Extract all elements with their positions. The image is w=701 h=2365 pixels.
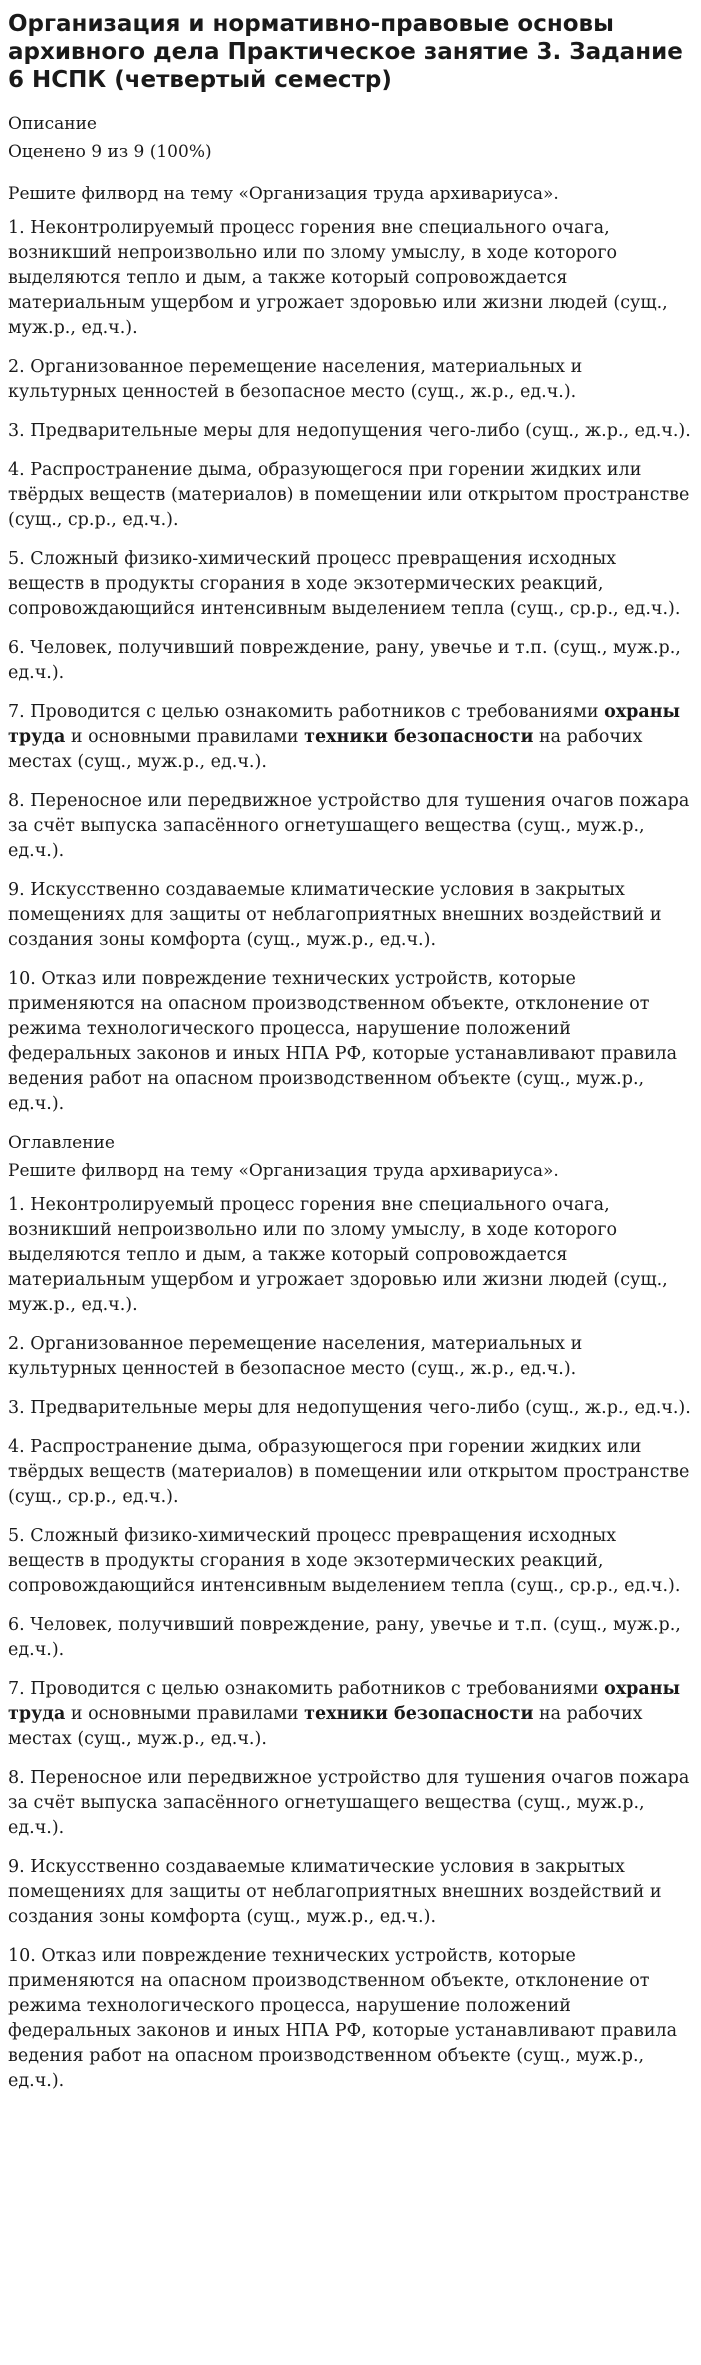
question-list [8, 216, 693, 1117]
question-item: 6. Человек, получивший повреждение, рану, увечье и т.п. (сущ., муж.р., ед.ч.). [8, 638, 681, 683]
bold-term: охраны труда [8, 1679, 681, 1724]
toc-question-item: 5. Сложный физико-химический процесс превращения исходных веществ в продукты сгорания в ходе экзотермических реакций, сопровождающийся интенсивным выделением тепла (сущ., ср.р., ед.ч.). [8, 1526, 681, 1596]
toc-question-item: 3. Предварительные меры для недопущения чего-либо (сущ., ж.р., ед.ч.). [8, 1398, 691, 1418]
toc-question-item: 8. Переносное или передвижное устройство для тушения очагов пожара за счёт выпуска запасённого огнетушащего вещества (сущ., муж.р., ед.ч.). [8, 1768, 690, 1838]
question-item: 8. Переносное или передвижное устройство для тушения очагов пожара за счёт выпуска запасённого огнетушащего вещества (сущ., муж.р., ед.ч.). [8, 791, 690, 861]
toc-question-item: 4. Распространение дыма, образующегося при горении жидких или твёрдых веществ (материалов) в помещении или открытом пространстве (сущ., ср.р., ед.ч.). [8, 1437, 690, 1507]
question-text: и основными правилами [65, 1704, 305, 1724]
question-item: 10. Отказ или повреждение технических устройств, которые применяются на опасном производственном объекте, отклонение от режима технологического процесса, нарушение положений федеральных законов и иных НПА РФ, которые устанавливают правила ведения работ на опасном производственном объекте (сущ., муж.р., ед.ч.). [8, 969, 678, 1114]
question-text: на рабочих местах (сущ., муж.р., ед.ч.). [8, 1704, 643, 1749]
question-text: 7. Проводится с целью ознакомить работников с требованиями [8, 1679, 605, 1699]
bold-term: техники безопасности [304, 1704, 534, 1724]
question-item: 9. Искусственно создаваемые климатические условия в закрытых помещениях для защиты от неблагоприятных внешних воздействий и создания зоны комфорта (сущ., муж.р., ед.ч.). [8, 880, 662, 950]
page-title: Организация и нормативно-правовые основы архивного дела Практическое занятие 3. Задание 6 НСПК (четвертый семестр) [8, 11, 683, 93]
toc-question-item: 9. Искусственно создаваемые климатические условия в закрытых помещениях для защиты от неблагоприятных внешних воздействий и создания зоны комфорта (сущ., муж.р., ед.ч.). [8, 1857, 662, 1927]
question-item: 3. Предварительные меры для недопущения чего-либо (сущ., ж.р., ед.ч.). [8, 421, 691, 441]
toc-question-item: 1. Неконтролируемый процесс горения вне специального очага, возникший непроизвольно или по злому умыслу, в ходе которого выделяются тепло и дым, а также который сопровождается материальным ущербом и угрожает здоровью или жизни людей (сущ., муж.р., ед.ч.). [8, 1195, 668, 1315]
question-item: 4. Распространение дыма, образующегося при горении жидких или твёрдых веществ (материалов) в помещении или открытом пространстве (сущ., ср.р., ед.ч.). [8, 460, 690, 530]
question-item: 1. Неконтролируемый процесс горения вне специального очага, возникший непроизвольно или по злому умыслу, в ходе которого выделяются тепло и дым, а также который сопровождается материальным ущербом и угрожает здоровью или жизни людей (сущ., муж.р., ед.ч.). [8, 218, 668, 338]
toc-question-list [8, 1193, 693, 2094]
question-text: и основными правилами [65, 727, 305, 747]
toc-question-item: 10. Отказ или повреждение технических устройств, которые применяются на опасном производственном объекте, отклонение от режима технологического процесса, нарушение положений федеральных законов и иных НПА РФ, которые устанавливают правила ведения работ на опасном производственном объекте (сущ., муж.р., ед.ч.). [8, 1946, 678, 2091]
grade-text: Оценено 9 из 9 (100%) [8, 142, 212, 162]
bold-term: техники безопасности [304, 727, 534, 747]
question-text: 7. Проводится с целью ознакомить работников с требованиями [8, 702, 605, 722]
task-intro: Решите филворд на тему «Организация труда архивариуса». [8, 184, 559, 204]
toc-question-item: 2. Организованное перемещение населения, материальных и культурных ценностей в безопасное место (сущ., ж.р., ед.ч.). [8, 1334, 583, 1379]
question-text: на рабочих местах (сущ., муж.р., ед.ч.). [8, 727, 643, 772]
toc-label: Оглавление [8, 1133, 115, 1153]
toc-question-item [8, 1677, 693, 1752]
question-item: 2. Организованное перемещение населения, материальных и культурных ценностей в безопасное место (сущ., ж.р., ед.ч.). [8, 357, 583, 402]
question-item [8, 700, 693, 775]
question-item: 5. Сложный физико-химический процесс превращения исходных веществ в продукты сгорания в ходе экзотермических реакций, сопровождающийся интенсивным выделением тепла (сущ., ср.р., ед.ч.). [8, 549, 681, 619]
toc-question-item: 6. Человек, получивший повреждение, рану, увечье и т.п. (сущ., муж.р., ед.ч.). [8, 1615, 681, 1660]
bold-term: охраны труда [8, 702, 681, 747]
description-label: Описание [8, 114, 97, 134]
toc-intro: Решите филворд на тему «Организация труда архивариуса». [8, 1161, 559, 1181]
